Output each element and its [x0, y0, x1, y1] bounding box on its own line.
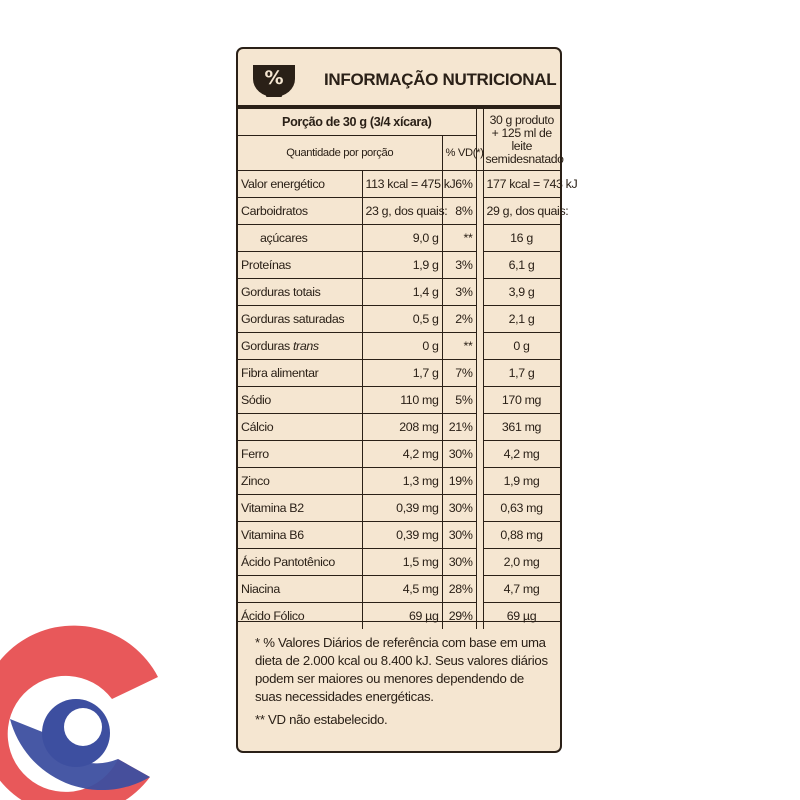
milk-quantity-cell: 177 kcal = 743 kJ	[483, 171, 560, 198]
column-gap	[476, 306, 483, 333]
milk-quantity-cell: 4,2 mg	[483, 441, 560, 468]
table-row	[238, 171, 560, 198]
footnotes	[238, 621, 560, 729]
product-milk-header: 30 g produto + 125 ml de leite semidesnatado	[483, 109, 560, 171]
milk-quantity-cell: 16 g	[483, 225, 560, 252]
vd-cell: 5%	[442, 387, 476, 414]
nutrient-name: Sódio	[241, 393, 271, 407]
quantity-cell: 1,9 g	[362, 252, 442, 279]
milk-quantity-cell: 4,7 mg	[483, 576, 560, 603]
vd-header: % VD(*)	[442, 136, 476, 171]
table-row	[238, 441, 560, 468]
nutrient-cell	[238, 576, 362, 603]
nutrient-name: Gorduras	[241, 339, 290, 353]
nutrient-name: Gorduras totais	[241, 285, 321, 299]
vd-cell: 21%	[442, 414, 476, 441]
vd-cell: **	[442, 225, 476, 252]
nutrient-name: Valor energético	[241, 177, 325, 191]
column-gap	[476, 549, 483, 576]
table-row	[238, 306, 560, 333]
vd-cell: 30%	[442, 441, 476, 468]
vd-cell: 3%	[442, 252, 476, 279]
nutrient-name: Cálcio	[241, 420, 274, 434]
nutrient-name: Zinco	[241, 474, 270, 488]
vd-cell: **	[442, 333, 476, 360]
milk-quantity-cell: 69 µg	[483, 603, 560, 630]
table-row	[238, 279, 560, 306]
nutrient-cell	[238, 414, 362, 441]
milk-quantity-cell: 2,1 g	[483, 306, 560, 333]
milk-quantity-cell: 1,7 g	[483, 360, 560, 387]
vd-cell: 28%	[442, 576, 476, 603]
column-gap	[476, 576, 483, 603]
vd-cell: 19%	[442, 468, 476, 495]
nutrient-cell	[238, 252, 362, 279]
column-gap	[476, 441, 483, 468]
column-gap	[476, 171, 483, 198]
nutrient-name: Fibra alimentar	[241, 366, 319, 380]
brand-logo-icon	[0, 655, 165, 800]
column-gap	[476, 468, 483, 495]
vd-footnote: * % Valores Diários de referência com base em uma dieta de 2.000 kcal ou 8.400 kJ. Seus valores diários podem ser maiores ou menores dependendo de suas necessidades energéticas.	[255, 635, 548, 704]
nutrient-name: Gorduras saturadas	[241, 312, 345, 326]
column-gap	[476, 225, 483, 252]
nutrient-name: Carboidratos	[241, 204, 308, 218]
nutrient-cell	[238, 441, 362, 468]
portion-header: Porção de 30 g (3/4 xícara)	[238, 109, 476, 136]
svg-text:%: %	[264, 67, 284, 89]
column-gap	[476, 198, 483, 225]
vd-cell: 3%	[442, 279, 476, 306]
nutrient-cell	[238, 387, 362, 414]
quantity-cell: 1,3 mg	[362, 468, 442, 495]
nutrient-name: Vitamina B6	[241, 528, 304, 542]
table-row	[238, 522, 560, 549]
percent-bowl-icon	[252, 62, 296, 98]
quantity-cell: 4,2 mg	[362, 441, 442, 468]
nutrient-cell	[238, 225, 362, 252]
column-gap	[476, 333, 483, 360]
quantity-cell: 1,5 mg	[362, 549, 442, 576]
nutrient-name: Ferro	[241, 447, 269, 461]
table-row	[238, 360, 560, 387]
quantity-header: Quantidade por porção	[238, 136, 442, 171]
milk-quantity-cell: 361 mg	[483, 414, 560, 441]
nutrient-cell	[238, 333, 362, 360]
milk-quantity-cell: 0 g	[483, 333, 560, 360]
nutrient-cell	[238, 198, 362, 225]
vd-cell: 30%	[442, 495, 476, 522]
nutrient-cell	[238, 495, 362, 522]
vd-cell: 30%	[442, 522, 476, 549]
nutrient-name: Ácido Pantotênico	[241, 555, 335, 569]
nutrient-name: Niacina	[241, 582, 280, 596]
nutrition-label	[236, 47, 578, 753]
label-header	[238, 49, 560, 109]
milk-quantity-cell: 0,88 mg	[483, 522, 560, 549]
nutrient-name: Vitamina B2	[241, 501, 304, 515]
column-gap	[476, 414, 483, 441]
nutrient-cell	[238, 522, 362, 549]
nutrient-cell	[238, 549, 362, 576]
nutrient-cell	[238, 171, 362, 198]
table-row	[238, 252, 560, 279]
milk-quantity-cell: 3,9 g	[483, 279, 560, 306]
column-gap	[476, 495, 483, 522]
nutrient-name-italic: trans	[292, 339, 319, 353]
quantity-cell: 69 µg	[362, 603, 442, 630]
vd-cell: 2%	[442, 306, 476, 333]
table-row	[238, 333, 560, 360]
column-gap	[476, 360, 483, 387]
table-row	[238, 387, 560, 414]
nutrient-cell	[238, 306, 362, 333]
nutrition-table	[238, 109, 578, 629]
quantity-cell: 9,0 g	[362, 225, 442, 252]
column-gap	[476, 387, 483, 414]
table-row	[238, 495, 560, 522]
quantity-cell: 4,5 mg	[362, 576, 442, 603]
quantity-cell: 0 g	[362, 333, 442, 360]
quantity-cell: 1,4 g	[362, 279, 442, 306]
vd-cell: 29%	[442, 603, 476, 630]
milk-quantity-cell: 29 g, dos quais:	[483, 198, 560, 225]
quantity-cell: 208 mg	[362, 414, 442, 441]
table-row	[238, 468, 560, 495]
quantity-cell: 0,5 g	[362, 306, 442, 333]
quantity-cell: 110 mg	[362, 387, 442, 414]
milk-quantity-cell: 1,9 mg	[483, 468, 560, 495]
not-established-footnote: ** VD não estabelecido.	[255, 712, 388, 727]
milk-quantity-cell: 0,63 mg	[483, 495, 560, 522]
quantity-cell: 1,7 g	[362, 360, 442, 387]
vd-cell: 6%	[442, 171, 476, 198]
vd-cell: 7%	[442, 360, 476, 387]
column-gap	[476, 252, 483, 279]
nutrient-name: Proteínas	[241, 258, 291, 272]
nutrient-cell	[238, 468, 362, 495]
quantity-cell: 0,39 mg	[362, 495, 442, 522]
quantity-cell: 113 kcal = 475 kJ	[362, 171, 442, 198]
label-title: INFORMAÇÃO NUTRICIONAL	[324, 70, 557, 89]
nutrient-name: açúcares	[260, 231, 308, 245]
quantity-cell: 0,39 mg	[362, 522, 442, 549]
table-row	[238, 225, 560, 252]
milk-quantity-cell: 2,0 mg	[483, 549, 560, 576]
table-row	[238, 198, 560, 225]
milk-quantity-cell: 6,1 g	[483, 252, 560, 279]
milk-quantity-cell: 170 mg	[483, 387, 560, 414]
vd-cell: 8%	[442, 198, 476, 225]
column-gap	[476, 522, 483, 549]
vd-cell: 30%	[442, 549, 476, 576]
table-row	[238, 414, 560, 441]
nutrient-cell	[238, 360, 362, 387]
table-row	[238, 576, 560, 603]
quantity-cell: 23 g, dos quais:	[362, 198, 442, 225]
column-gap	[476, 279, 483, 306]
nutrient-name: Ácido Fólico	[241, 609, 305, 623]
nutrient-cell	[238, 279, 362, 306]
table-row	[238, 549, 560, 576]
